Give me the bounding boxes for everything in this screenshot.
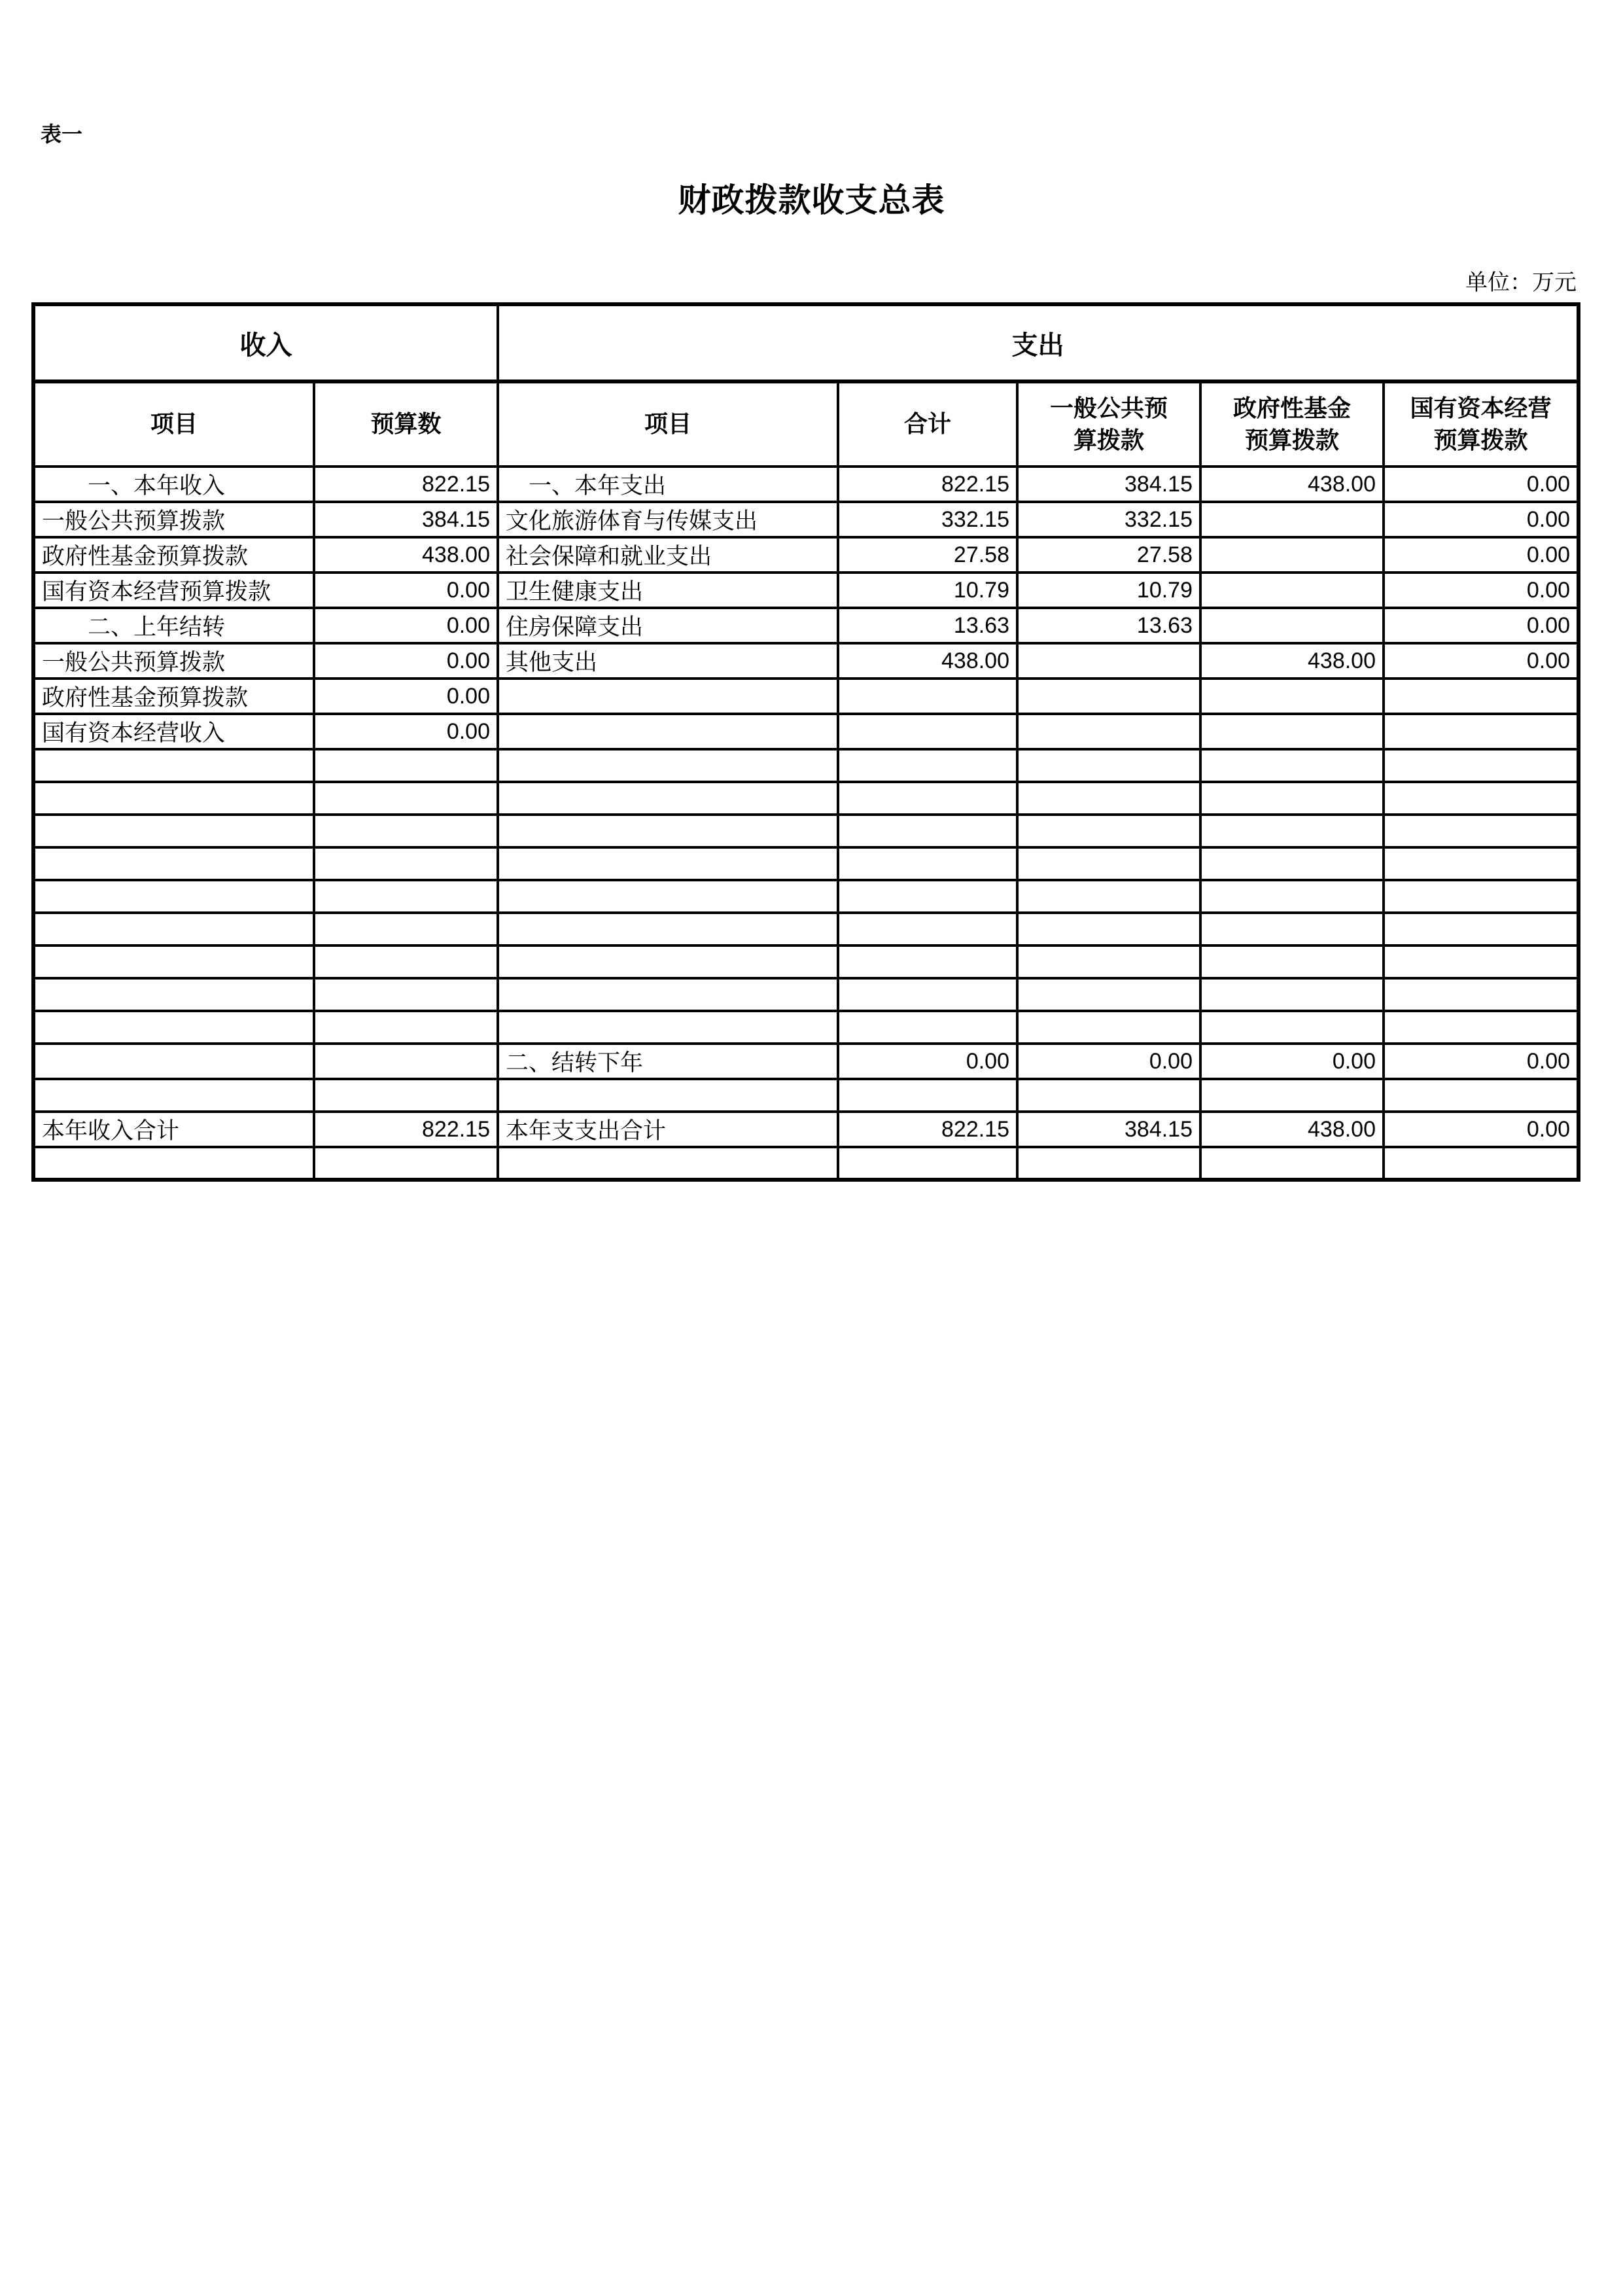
expense-total-cell [838,847,1017,880]
income-budget-cell [314,945,498,978]
table-row [33,1044,1579,1079]
expense-item-cell [498,815,838,847]
income-item-cell [33,1044,314,1079]
expense-general-budget-cell [1017,847,1200,880]
column-header-label: 政府性基金预算拨款 [1233,395,1352,453]
expense-item-cell [498,978,838,1011]
expense-item-cell [498,1011,838,1044]
income-item-cell: 一般公共预算拨款 [33,643,314,679]
table-row [33,880,1579,913]
income-budget-cell: 822.15 [314,1112,498,1147]
table-row [33,1147,1579,1180]
income-budget-cell: 0.00 [314,573,498,608]
expense-total-cell [838,679,1017,714]
income-budget-cell: 438.00 [314,537,498,573]
column-header-expense-total [838,381,1017,467]
expense-general-budget-cell: 332.15 [1017,502,1200,537]
expense-item-cell [498,782,838,815]
income-budget-cell [314,913,498,945]
expense-general-budget-cell [1017,714,1200,749]
table-row [33,1079,1579,1112]
column-header-expense-item [498,381,838,467]
income-item-cell: 一般公共预算拨款 [33,502,314,537]
expense-general-budget-cell [1017,782,1200,815]
expense-statecap-budget-cell [1384,815,1579,847]
expense-total-cell: 332.15 [838,502,1017,537]
expense-total-cell: 10.79 [838,573,1017,608]
expense-statecap-budget-cell [1384,782,1579,815]
expense-item-cell: 文化旅游体育与传媒支出 [498,502,838,537]
income-item-cell [33,815,314,847]
table-row [33,847,1579,880]
expense-statecap-budget-cell: 0.00 [1384,608,1579,643]
expense-govfund-budget-cell [1200,978,1384,1011]
expense-statecap-budget-cell [1384,945,1579,978]
income-item-cell [33,978,314,1011]
table-row [33,978,1579,1011]
expense-total-cell [838,880,1017,913]
column-header-label: 项目 [150,411,198,438]
expense-total-cell: 13.63 [838,608,1017,643]
table-row [33,537,1579,573]
expense-general-budget-cell [1017,815,1200,847]
expense-govfund-budget-cell [1200,714,1384,749]
income-budget-cell: 384.15 [314,502,498,537]
table-row [33,1011,1579,1044]
column-header-statecap-budget [1384,381,1579,467]
table-row [33,749,1579,782]
expense-general-budget-cell: 384.15 [1017,1112,1200,1147]
table-row [33,502,1579,537]
expense-total-cell [838,749,1017,782]
column-header-govfund-budget [1200,381,1384,467]
table-row [33,1112,1579,1147]
income-item-cell [33,913,314,945]
income-item-cell [33,945,314,978]
expense-statecap-budget-cell [1384,913,1579,945]
expense-govfund-budget-cell [1200,537,1384,573]
expense-govfund-budget-cell [1200,1147,1384,1180]
expense-govfund-budget-cell [1200,945,1384,978]
expense-statecap-budget-cell: 0.00 [1384,1112,1579,1147]
expense-general-budget-cell [1017,978,1200,1011]
expense-total-cell [838,815,1017,847]
income-budget-cell: 0.00 [314,643,498,679]
expense-govfund-budget-cell [1200,1079,1384,1112]
table-row [33,573,1579,608]
expense-statecap-budget-cell [1384,880,1579,913]
income-budget-cell [314,847,498,880]
income-budget-cell [314,749,498,782]
expense-total-cell: 27.58 [838,537,1017,573]
expense-govfund-budget-cell [1200,573,1384,608]
expense-govfund-budget-cell [1200,913,1384,945]
expense-statecap-budget-cell [1384,1011,1579,1044]
expense-general-budget-cell: 384.15 [1017,467,1200,502]
expense-statecap-budget-cell: 0.00 [1384,1044,1579,1079]
expense-govfund-budget-cell [1200,880,1384,913]
expense-general-budget-cell: 10.79 [1017,573,1200,608]
income-budget-cell [314,880,498,913]
income-budget-cell [314,1147,498,1180]
expense-total-cell [838,782,1017,815]
expense-statecap-budget-cell: 0.00 [1384,502,1579,537]
expense-general-budget-cell: 0.00 [1017,1044,1200,1079]
expense-govfund-budget-cell [1200,815,1384,847]
income-budget-cell: 822.15 [314,467,498,502]
expense-statecap-budget-cell [1384,749,1579,782]
column-header-label: 国有资本经营预算拨款 [1410,395,1552,453]
income-item-cell: 政府性基金预算拨款 [33,537,314,573]
expense-govfund-budget-cell: 438.00 [1200,467,1384,502]
column-header-label: 一般公共预算拨款 [1050,395,1168,453]
income-budget-cell: 0.00 [314,714,498,749]
column-header-label: 合计 [903,411,951,438]
expense-item-cell: 二、结转下年 [498,1044,838,1079]
expense-total-cell [838,1147,1017,1180]
expense-govfund-budget-cell [1200,502,1384,537]
expense-item-cell [498,945,838,978]
expense-statecap-budget-cell: 0.00 [1384,537,1579,573]
expense-total-cell: 822.15 [838,1112,1017,1147]
table-row [33,815,1579,847]
expense-general-budget-cell: 13.63 [1017,608,1200,643]
income-budget-cell: 0.00 [314,679,498,714]
expense-general-budget-cell [1017,1147,1200,1180]
income-group-header: 收入 [33,304,498,381]
expense-govfund-budget-cell [1200,679,1384,714]
unit-label: 单位：万元 [1465,271,1577,295]
income-item-cell: 二、上年结转 [33,608,314,643]
table-row [33,608,1579,643]
expense-item-cell: 一、本年支出 [498,467,838,502]
expense-general-budget-cell [1017,1011,1200,1044]
income-item-cell [33,782,314,815]
column-header-income-item [33,381,314,467]
expense-total-cell [838,945,1017,978]
income-item-cell [33,1011,314,1044]
expense-general-budget-cell [1017,749,1200,782]
table-row [33,643,1579,679]
expense-govfund-budget-cell: 0.00 [1200,1044,1384,1079]
expense-item-cell [498,913,838,945]
column-header-row [33,381,1579,467]
expense-general-budget-cell [1017,913,1200,945]
column-header-label: 预算数 [370,411,442,438]
expense-total-cell: 822.15 [838,467,1017,502]
expense-statecap-budget-cell [1384,978,1579,1011]
income-budget-cell: 0.00 [314,608,498,643]
expense-item-cell [498,1079,838,1112]
expense-govfund-budget-cell: 438.00 [1200,1112,1384,1147]
expense-total-cell [838,1011,1017,1044]
expense-statecap-budget-cell [1384,847,1579,880]
expense-item-cell [498,714,838,749]
income-item-cell [33,1079,314,1112]
expense-statecap-budget-cell: 0.00 [1384,573,1579,608]
income-budget-cell [314,815,498,847]
expense-general-budget-cell: 27.58 [1017,537,1200,573]
income-item-cell [33,880,314,913]
page-title: 财政拨款收支总表 [678,182,945,219]
income-item-cell: 国有资本经营收入 [33,714,314,749]
expense-item-cell [498,847,838,880]
expense-total-cell [838,978,1017,1011]
table-row [33,714,1579,749]
expense-statecap-budget-cell [1384,679,1579,714]
income-item-cell: 本年收入合计 [33,1112,314,1147]
expense-govfund-budget-cell: 438.00 [1200,643,1384,679]
expense-statecap-budget-cell [1384,714,1579,749]
expense-item-cell: 住房保障支出 [498,608,838,643]
income-item-cell [33,749,314,782]
expense-item-cell: 本年支支出合计 [498,1112,838,1147]
expense-total-cell [838,1079,1017,1112]
table-number-tag: 表一 [41,122,83,146]
expense-item-cell [498,749,838,782]
income-item-cell: 一、本年收入 [33,467,314,502]
expense-statecap-budget-cell [1384,1079,1579,1112]
expense-item-cell [498,679,838,714]
table-row [33,782,1579,815]
expense-govfund-budget-cell [1200,749,1384,782]
expense-total-cell [838,714,1017,749]
expense-item-cell: 社会保障和就业支出 [498,537,838,573]
income-budget-cell [314,1044,498,1079]
income-item-cell [33,847,314,880]
income-budget-cell [314,782,498,815]
budget-table [31,302,1580,1182]
group-header-row [33,304,1579,381]
table-row [33,679,1579,714]
expense-general-budget-cell [1017,880,1200,913]
expense-govfund-budget-cell [1200,847,1384,880]
expense-general-budget-cell [1017,945,1200,978]
column-header-general-budget [1017,381,1200,467]
column-header-label: 项目 [644,411,691,438]
expense-total-cell: 438.00 [838,643,1017,679]
expense-item-cell [498,880,838,913]
expense-govfund-budget-cell [1200,1011,1384,1044]
income-item-cell: 政府性基金预算拨款 [33,679,314,714]
expense-govfund-budget-cell [1200,608,1384,643]
expense-statecap-budget-cell: 0.00 [1384,643,1579,679]
expenditure-group-header: 支出 [498,304,1579,381]
expense-item-cell [498,1147,838,1180]
expense-total-cell [838,913,1017,945]
column-header-income-budget [314,381,498,467]
expense-statecap-budget-cell: 0.00 [1384,467,1579,502]
expense-general-budget-cell [1017,679,1200,714]
income-budget-cell [314,1011,498,1044]
table-row [33,467,1579,502]
expense-general-budget-cell [1017,643,1200,679]
table-row [33,945,1579,978]
income-budget-cell [314,978,498,1011]
income-item-cell: 国有资本经营预算拨款 [33,573,314,608]
expense-item-cell: 卫生健康支出 [498,573,838,608]
expense-general-budget-cell [1017,1079,1200,1112]
expense-total-cell: 0.00 [838,1044,1017,1079]
expense-govfund-budget-cell [1200,782,1384,815]
expense-item-cell: 其他支出 [498,643,838,679]
expense-statecap-budget-cell [1384,1147,1579,1180]
table-row [33,913,1579,945]
income-budget-cell [314,1079,498,1112]
income-item-cell [33,1147,314,1180]
